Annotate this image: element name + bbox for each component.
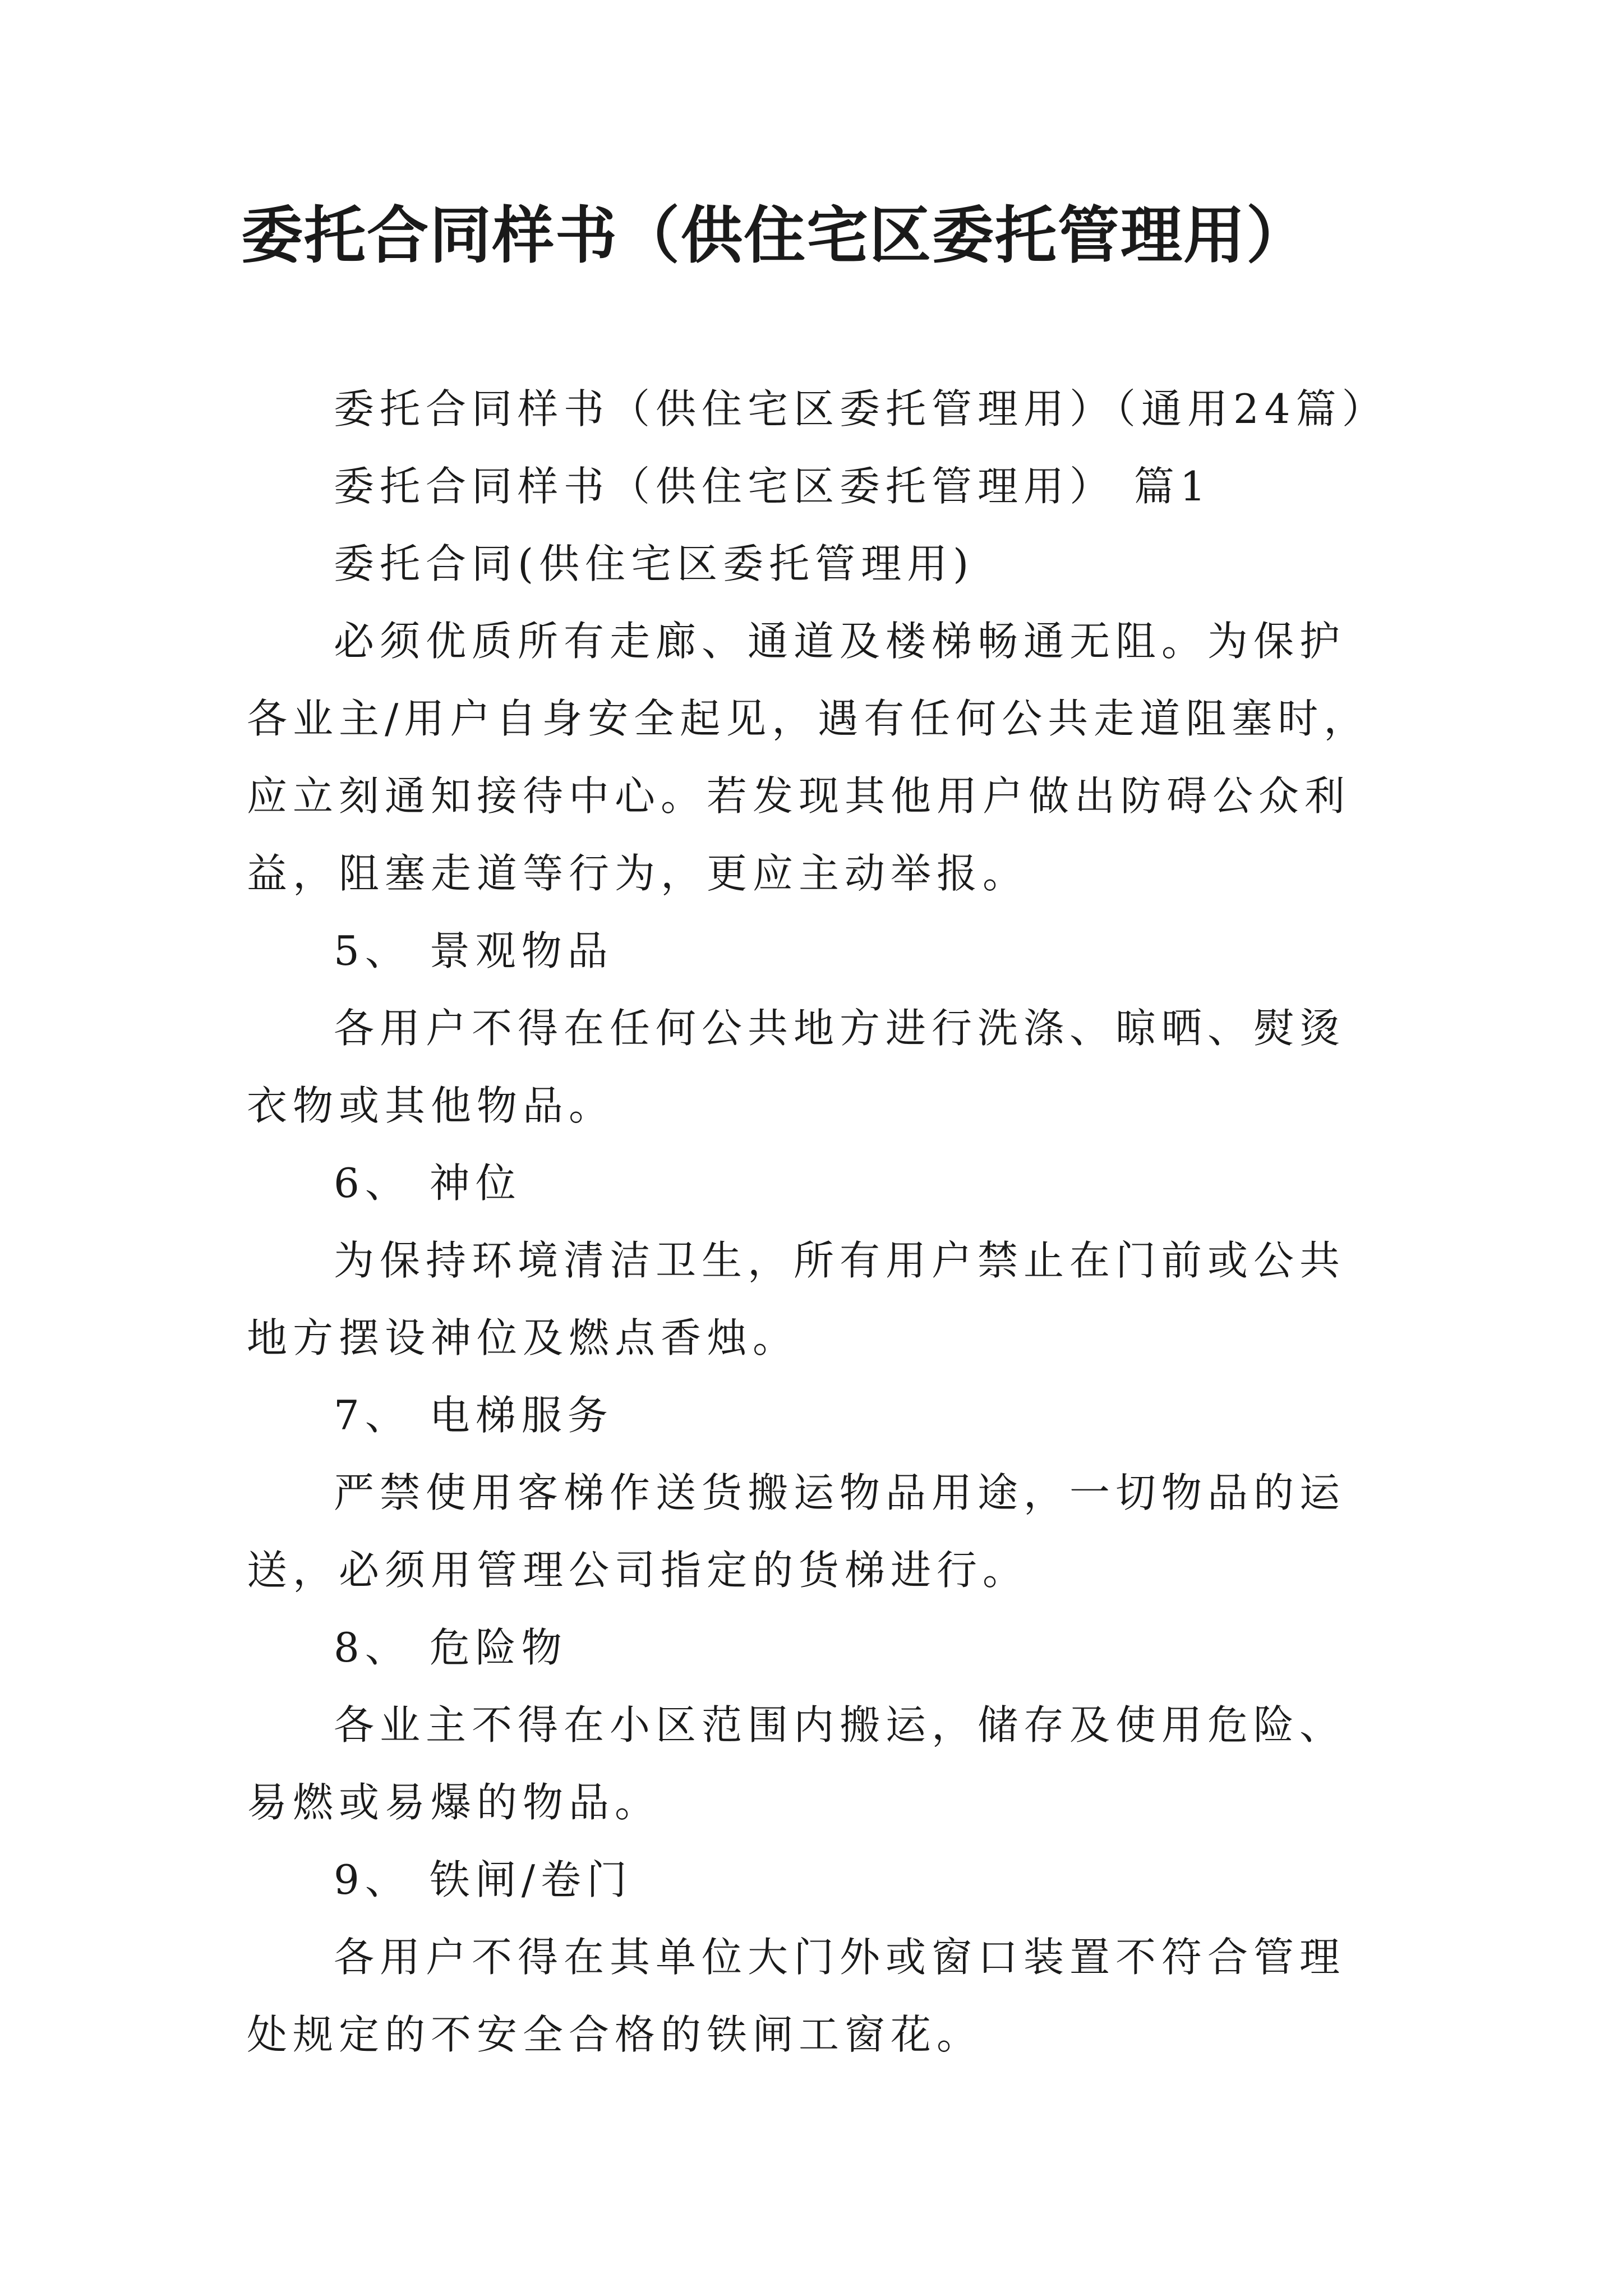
paragraph-section-heading: 委托合同样书（供住宅区委托管理用） 篇1 bbox=[334, 463, 1211, 510]
paragraph-subtitle: 委托合同样书（供住宅区委托管理用）（通用24篇） bbox=[334, 385, 1388, 432]
paragraph-item-5-body: 各用户不得在任何公共地方进行洗涤、晾晒、熨烫衣物或其他物品。 bbox=[247, 1005, 1346, 1129]
paragraph-item-6-heading: 6、 神位 bbox=[334, 1159, 522, 1207]
paragraph-item-9-body: 各用户不得在其单位大门外或窗口装置不符合管理处规定的不安全合格的铁闸工窗花。 bbox=[247, 1934, 1346, 2058]
paragraph-item-5-heading: 5、 景观物品 bbox=[334, 927, 614, 974]
paragraph-item-9-heading: 9、 铁闸/卷门 bbox=[334, 1856, 633, 1903]
paragraph-item-8-heading: 8、 危险物 bbox=[334, 1624, 568, 1671]
paragraph-item-7-heading: 7、 电梯服务 bbox=[334, 1392, 614, 1439]
paragraph-item-7-body: 严禁使用客梯作送货搬运物品用途，一切物品的运送，必须用管理公司指定的货梯进行。 bbox=[247, 1469, 1346, 1594]
paragraph-contract-name: 委托合同(供住宅区委托管理用) bbox=[334, 540, 975, 587]
document-title: 委托合同样书（供住宅区委托管理用） bbox=[241, 200, 1309, 272]
paragraph-item-6-body: 为保持环境清洁卫生，所有用户禁止在门前或公共地方摆设神位及燃点香烛。 bbox=[247, 1237, 1346, 1361]
document-body bbox=[247, 370, 1388, 2073]
paragraph-item-8-body: 各业主不得在小区范围内搬运，储存及使用危险、易燃或易爆的物品。 bbox=[247, 1701, 1346, 1826]
paragraph-corridor-rule: 必须优质所有走廊、通道及楼梯畅通无阻。为保护各业主/用户自身安全起见，遇有任何公共走道阻塞时，应立刻通知接待中心。若发现其他用户做出防碍公众利益，阻塞走道等行为，更应主动举报。 bbox=[247, 618, 1370, 897]
